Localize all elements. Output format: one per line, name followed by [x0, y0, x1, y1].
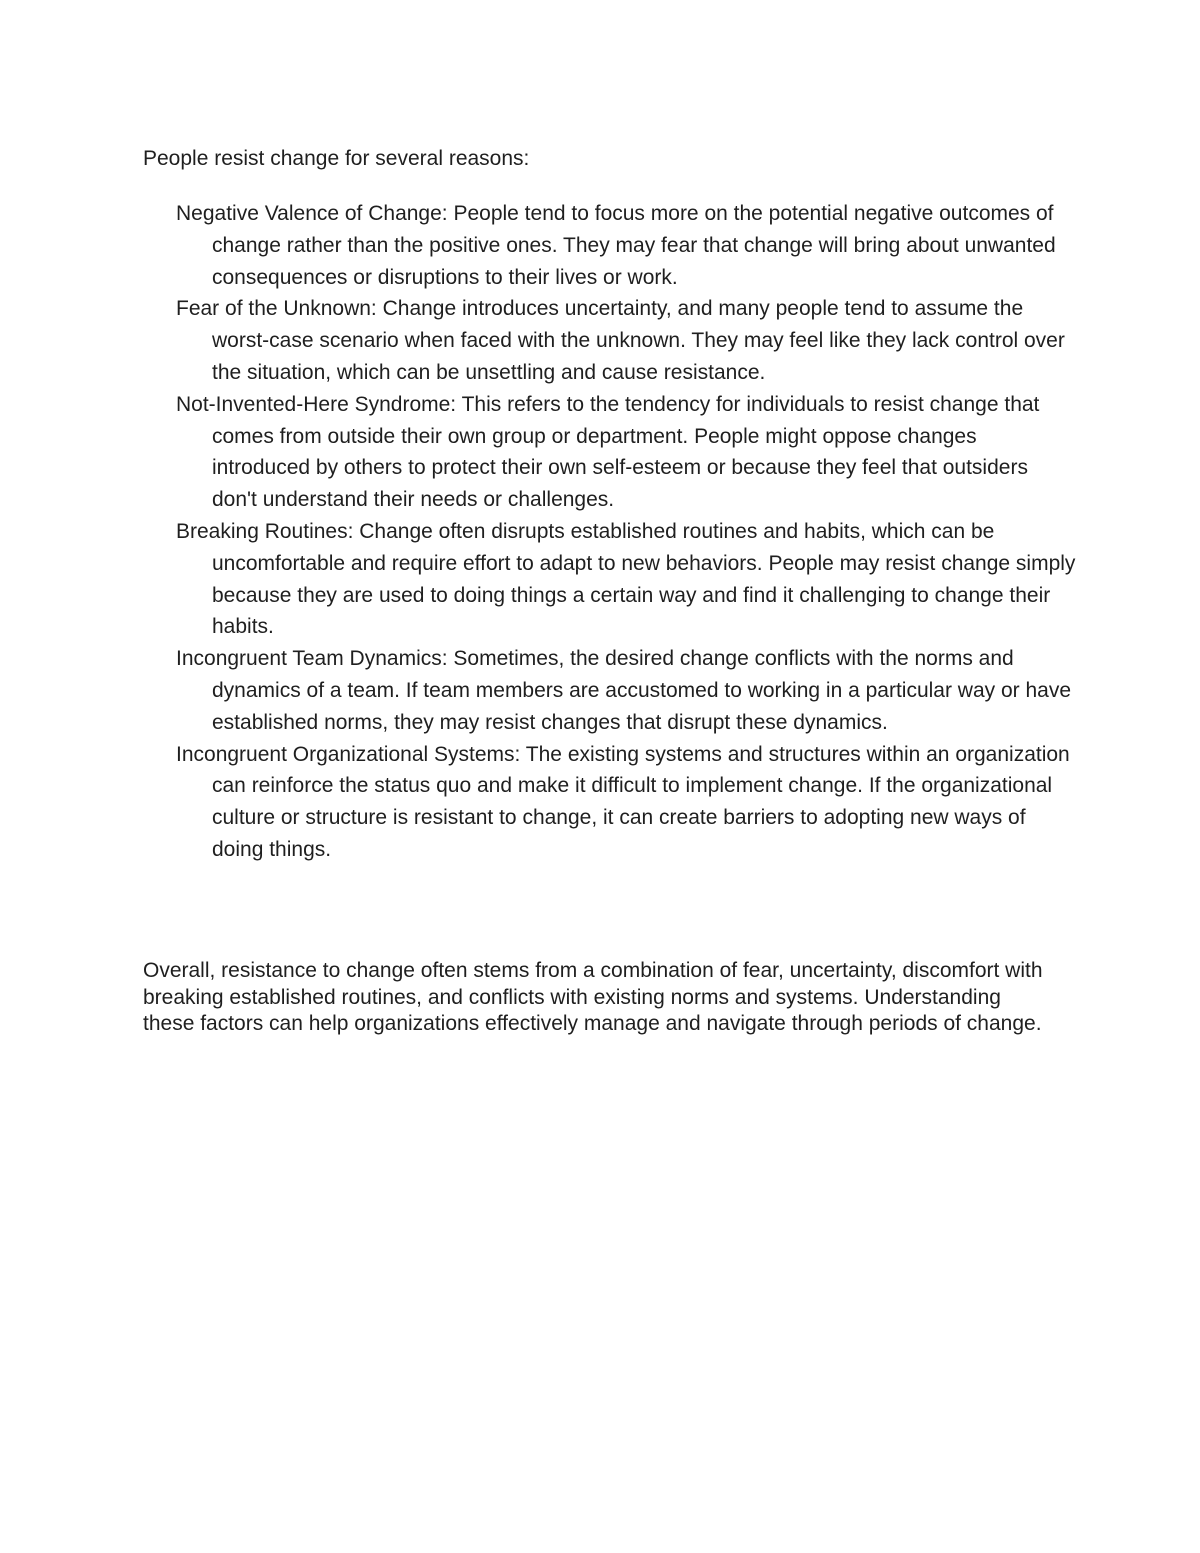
reason-item-team-dynamics: Incongruent Team Dynamics: Sometimes, the desired change conflicts with the norms and dynamics of a team. If team members are accustomed to working in a particular way or have established norms, they may resist changes that disrupt these dynamics.: [176, 647, 1072, 734]
reason-item-fear-of-unknown: Fear of the Unknown: Change introduces uncertainty, and many people tend to assume the worst-case scenario when faced with the unknown. They may feel like they lack control over the situation, which can be unsettling and cause resistance.: [176, 297, 1065, 384]
reasons-list: [176, 198, 1076, 866]
reason-item-negative-valence: Negative Valence of Change: People tend to focus more on the potential negative outcomes of change rather than the positive ones. They may fear that change will bring about unwanted consequences or disruptions to their lives or work.: [176, 202, 1056, 289]
reason-item-organizational-systems: Incongruent Organizational Systems: The existing systems and structures within an organization can reinforce the status quo and make it difficult to implement change. If the organizational culture or structure is resistant to change, it can create barriers to adopting new ways of doing things.: [176, 742, 1070, 861]
intro-paragraph: People resist change for several reasons:: [143, 147, 530, 170]
reason-item-not-invented-here: Not-Invented-Here Syndrome: This refers to the tendency for individuals to resist change that comes from outside their own group or department. People might oppose changes introduced by others to protect their own self-esteem or because they feel that outsiders don't understand their needs or challenges.: [176, 392, 1040, 512]
reason-item-breaking-routines: Breaking Routines: Change often disrupts established routines and habits, which can be uncomfortable and require effort to adapt to new behaviors. People may resist change simply because they are used to doing things a certain way and find it challenging to change their habits.: [176, 519, 1076, 639]
summary-paragraph: Overall, resistance to change often stems from a combination of fear, uncertainty, discomfort with breaking established routines, and conflicts with existing norms and systems. Understanding these factors can help organizations effectively manage and navigate through periods of change.: [143, 959, 1043, 1035]
